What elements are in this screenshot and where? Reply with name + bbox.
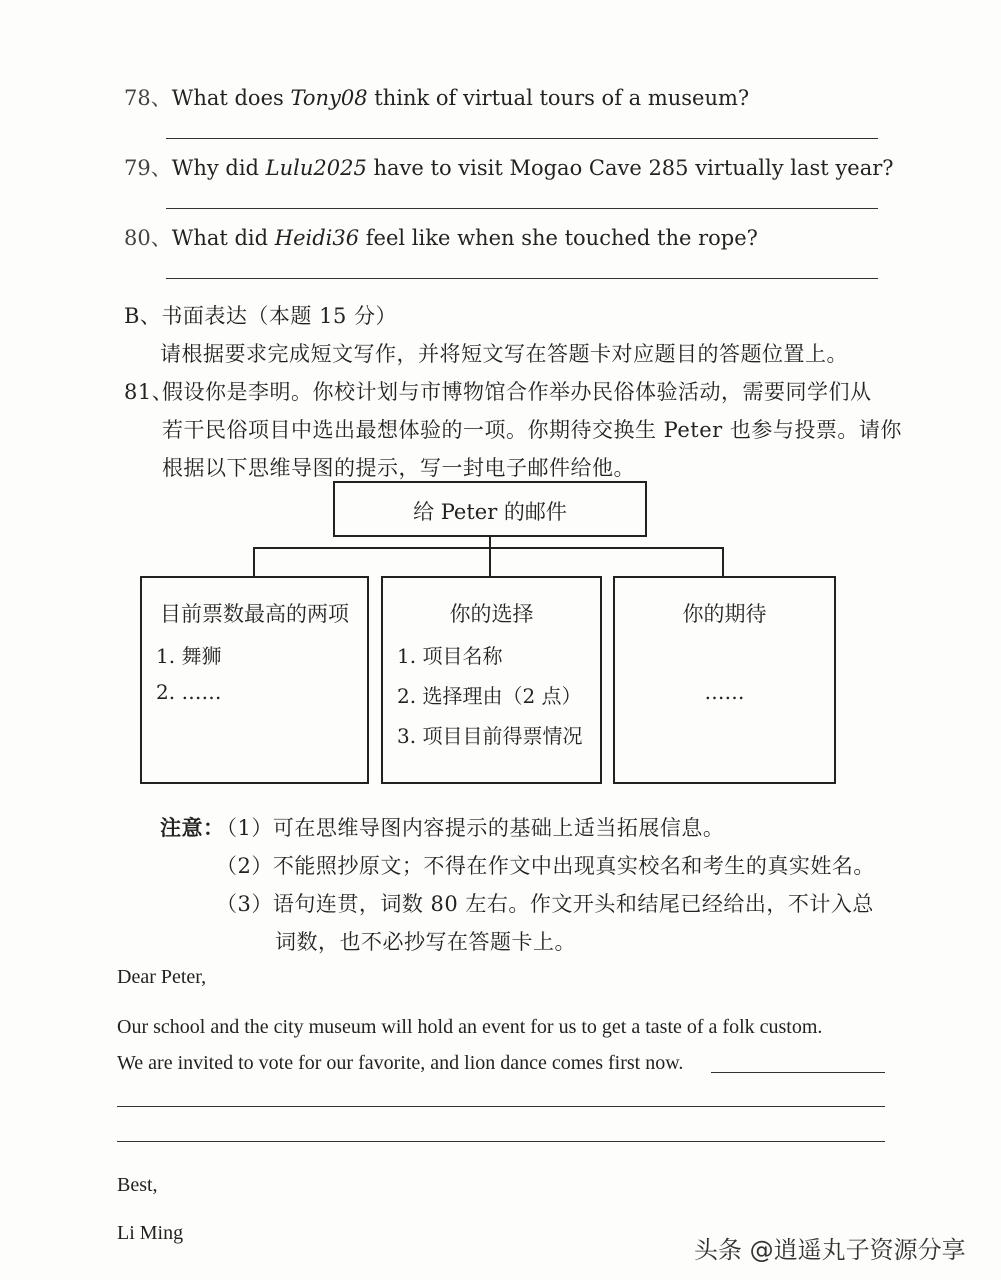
box-title: 你的选择: [449, 602, 534, 626]
question-81-line-3: 根据以下思维导图的提示，写一封电子邮件给他。: [162, 456, 635, 480]
writing-line-2[interactable]: [117, 1106, 885, 1107]
question-text-pre: Why did: [171, 156, 266, 180]
question-80: [124, 222, 758, 252]
letter-closing: Best,: [117, 1174, 158, 1196]
notes-label: 注意：: [160, 815, 225, 840]
mindmap-box-expectation: [613, 576, 836, 784]
writing-line-3[interactable]: [117, 1141, 885, 1142]
question-text-pre: What does: [171, 86, 291, 110]
question-81-line-2: 若干民俗项目中选出最想体验的一项。你期待交换生 Peter 也参与投票。请你: [162, 418, 902, 442]
question-number: 79、: [124, 156, 172, 180]
letter-body-line-1: Our school and the city museum will hold an event for us to get a taste of a folk custom.: [117, 1016, 823, 1038]
question-text-post: have to visit Mogao Cave 285 virtually last year?: [366, 156, 894, 180]
box-item: 1. 舞狮: [156, 644, 222, 668]
mindmap-root-label: 给 Peter 的邮件: [413, 500, 567, 524]
connector-middle: [489, 547, 491, 577]
box-item: 2. ……: [156, 680, 222, 704]
question-79: [124, 152, 894, 182]
box-item: 3. 项目目前得票情况: [397, 724, 583, 748]
watermark-text: 头条 @逍遥丸子资源分享: [694, 1236, 966, 1264]
section-b-heading: B、书面表达（本题 15 分）: [124, 304, 398, 328]
question-number: 78、: [124, 86, 172, 110]
note-2: （2）不能照抄原文；不得在作文中出现真实校名和考生的真实姓名。: [216, 854, 875, 878]
box-title: 你的期待: [682, 602, 767, 626]
connector-left: [253, 547, 255, 577]
letter-greeting: Dear Peter,: [117, 966, 207, 988]
username: Lulu2025: [265, 156, 367, 180]
note-3: （3）语句连贯，词数 80 左右。作文开头和结尾已经给出，不计入总: [216, 892, 874, 916]
box-item: ……: [704, 680, 745, 704]
box-item: 2. 选择理由（2 点）: [397, 684, 582, 708]
answer-line-79[interactable]: [166, 208, 878, 209]
question-81-line-1: 假设你是李明。你校计划与市博物馆合作举办民俗体验活动，需要同学们从: [162, 380, 872, 404]
writing-line-1[interactable]: [711, 1072, 885, 1073]
note-3-continued: 词数，也不必抄写在答题卡上。: [275, 930, 576, 954]
connector-right: [722, 547, 724, 577]
answer-line-80[interactable]: [166, 278, 878, 279]
box-title: 目前票数最高的两项: [160, 602, 349, 626]
answer-line-78[interactable]: [166, 138, 878, 139]
box-item: 1. 项目名称: [397, 644, 503, 668]
mindmap-box-top-votes: [140, 576, 369, 784]
question-81-number: 81、: [124, 380, 174, 404]
note-1: （1）可在思维导图内容提示的基础上适当拓展信息。: [216, 816, 725, 840]
question-text-post: think of virtual tours of a museum?: [367, 86, 750, 110]
letter-signature: Li Ming: [117, 1222, 184, 1244]
question-number: 80、: [124, 226, 172, 250]
mindmap-root-box: [333, 481, 647, 537]
question-text-post: feel like when she touched the rope?: [359, 226, 758, 250]
question-78: [124, 82, 749, 112]
username: Tony08: [290, 86, 368, 110]
question-text-pre: What did: [171, 226, 275, 250]
username: Heidi36: [274, 226, 360, 250]
section-b-instruction: 请根据要求完成短文写作，并将短文写在答题卡对应题目的答题位置上。: [160, 342, 848, 366]
mindmap-box-your-choice: [381, 576, 602, 784]
letter-body-line-2: We are invited to vote for our favorite, and lion dance comes first now.: [117, 1052, 684, 1074]
